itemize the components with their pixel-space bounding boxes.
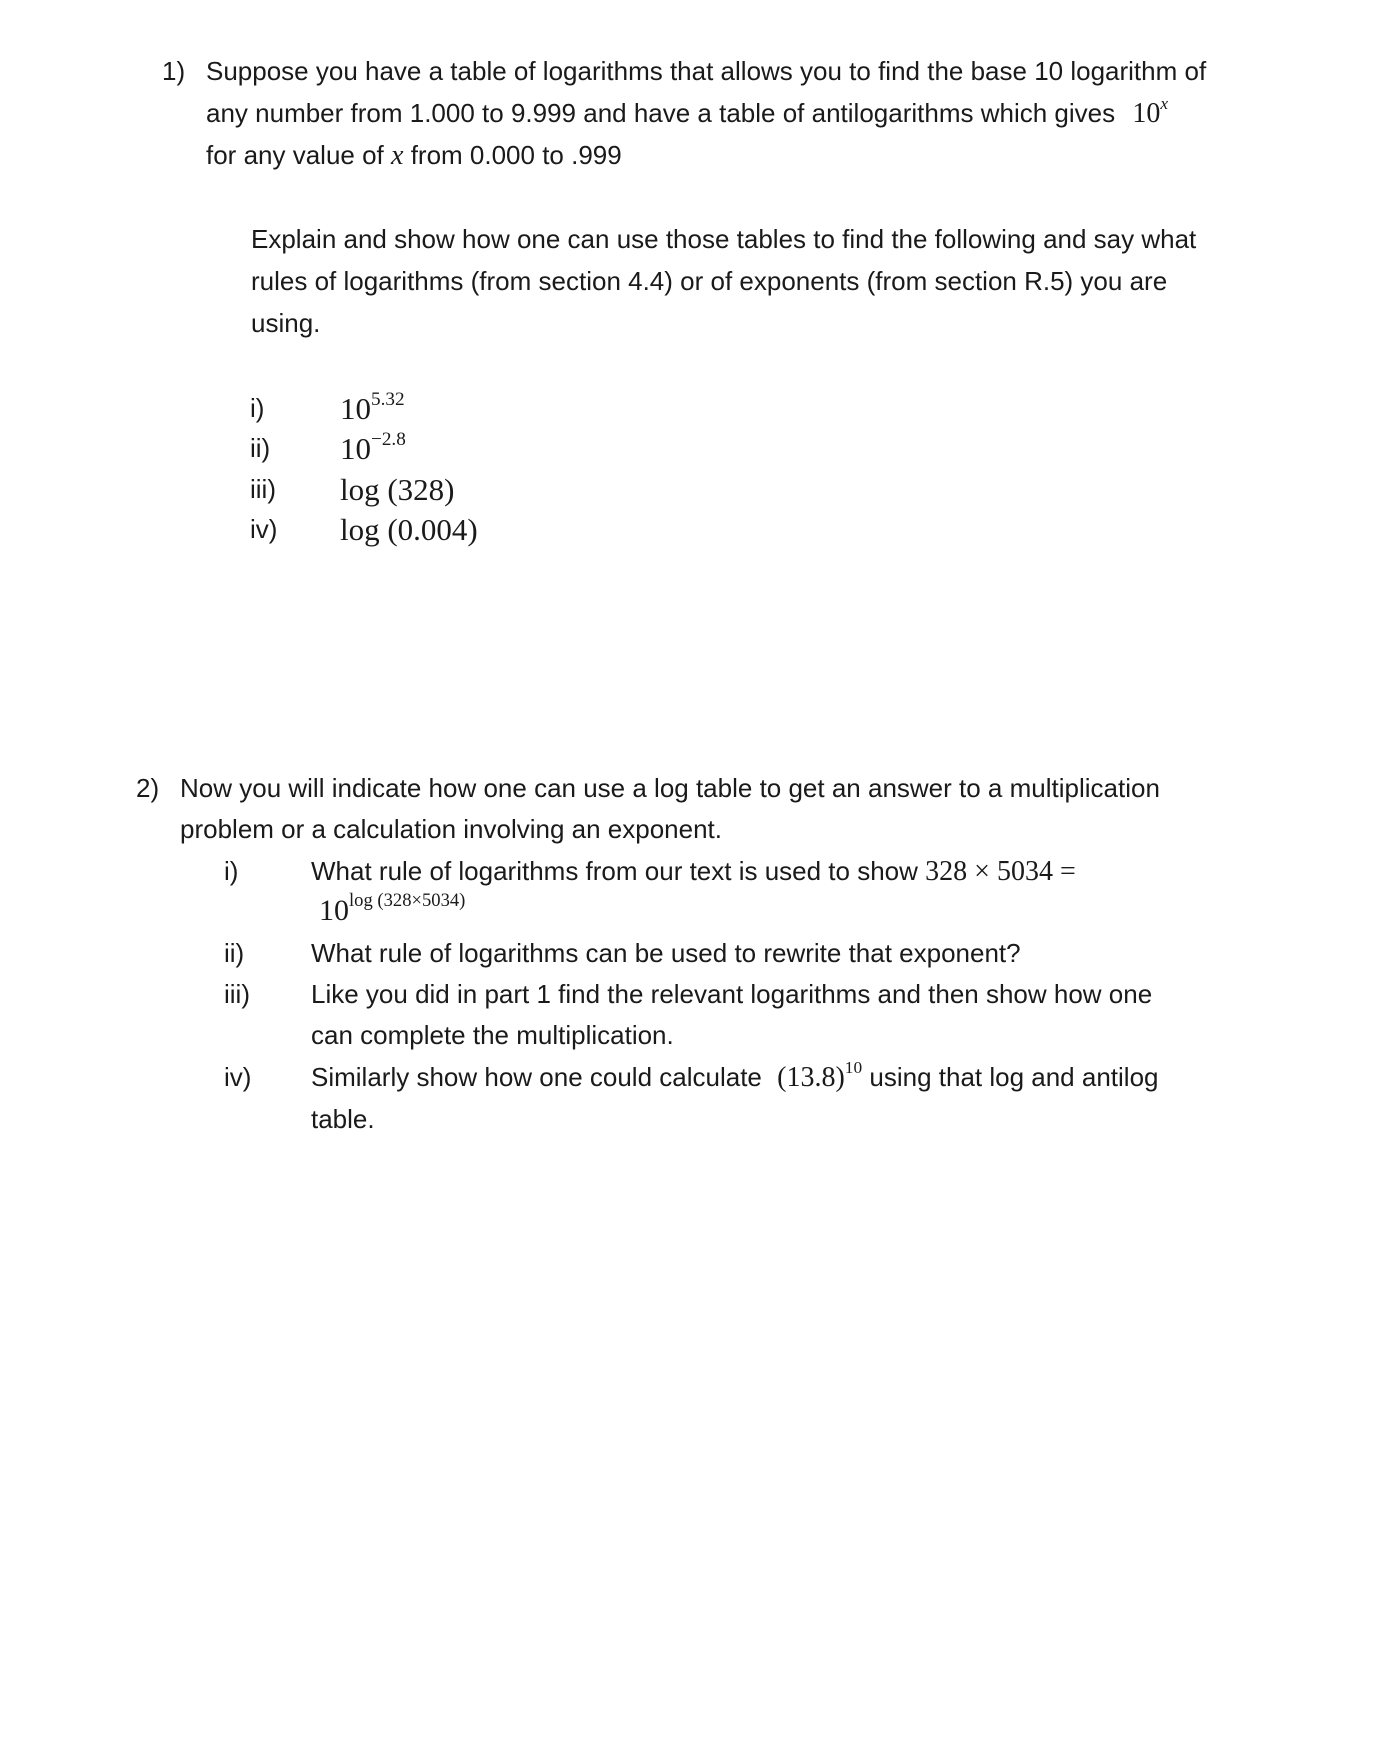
question-1-intro-line-1: Suppose you have a table of logarithms that allows you to find the base 10 logarithm of <box>206 56 1207 86</box>
q2-item-ii-label: ii) <box>224 938 245 968</box>
q2-item-iv-text-line-1: Similarly show how one could calculate $(13.8)^{10}$ using that log and antilog <box>311 1058 1159 1093</box>
q2-item-iv-label: iv) <box>224 1062 252 1092</box>
product-equation: 328 × 5034 = <box>925 856 1076 887</box>
question-1-explain-line-3: using. <box>251 308 321 338</box>
question-1-explain-line-2: rules of logarithms (from section 4.4) or of exponents (from section R.5) you are <box>251 266 1168 296</box>
question-1-intro-line-2: any number from 1.000 to 9.999 and have a table of antilogarithms which gives 10$^x$ <box>206 94 1169 129</box>
question-2-intro-line-2: problem or a calculation involving an exponent. <box>180 814 723 844</box>
q1-item-iii-expr: log (328) <box>340 472 455 507</box>
question-1-number: 1) <box>162 56 186 86</box>
q1-item-ii-label: ii) <box>250 433 271 463</box>
q1-item-iv-label: iv) <box>250 514 278 544</box>
question-2-number: 2) <box>136 773 160 803</box>
question-1-intro-line-3: for any value of x from 0.000 to .999 <box>206 140 622 171</box>
q2-item-ii-text: What rule of logarithms can be used to rewrite that exponent? <box>311 938 1021 968</box>
q1-item-ii-expr: $10^{-2.8}$ <box>340 428 406 466</box>
q2-item-i-label: i) <box>224 856 239 886</box>
q1-item-iii-label: iii) <box>250 474 276 504</box>
q2-item-i-text: What rule of logarithms from our text is used to show 328 × 5034 = <box>311 856 1076 887</box>
q2-item-iii-label: iii) <box>224 979 250 1009</box>
q1-item-i-label: i) <box>250 393 265 423</box>
q1-item-iv-expr: log (0.004) <box>340 512 478 547</box>
q1-item-i-expr: $10^{5.32}$ <box>340 388 405 426</box>
question-1-explain-line-1: Explain and show how one can use those tables to find the following and say what <box>251 224 1197 254</box>
question-2-intro-line-1: Now you will indicate how one can use a log table to get an answer to a multiplication <box>180 773 1160 803</box>
q2-item-iii-text-line-1: Like you did in part 1 find the relevant logarithms and then show how one <box>311 979 1153 1009</box>
ten-power-log-product: $10^{log (328\times 5034)}$ <box>319 890 466 927</box>
q2-item-iv-text-line-2: table. <box>311 1104 375 1134</box>
q2-item-iii-text-line-2: can complete the multiplication. <box>311 1020 674 1050</box>
ten-power-x: 10$^x$ <box>1132 94 1169 129</box>
power-expression: $(13.8)^{10}$ <box>777 1058 863 1093</box>
